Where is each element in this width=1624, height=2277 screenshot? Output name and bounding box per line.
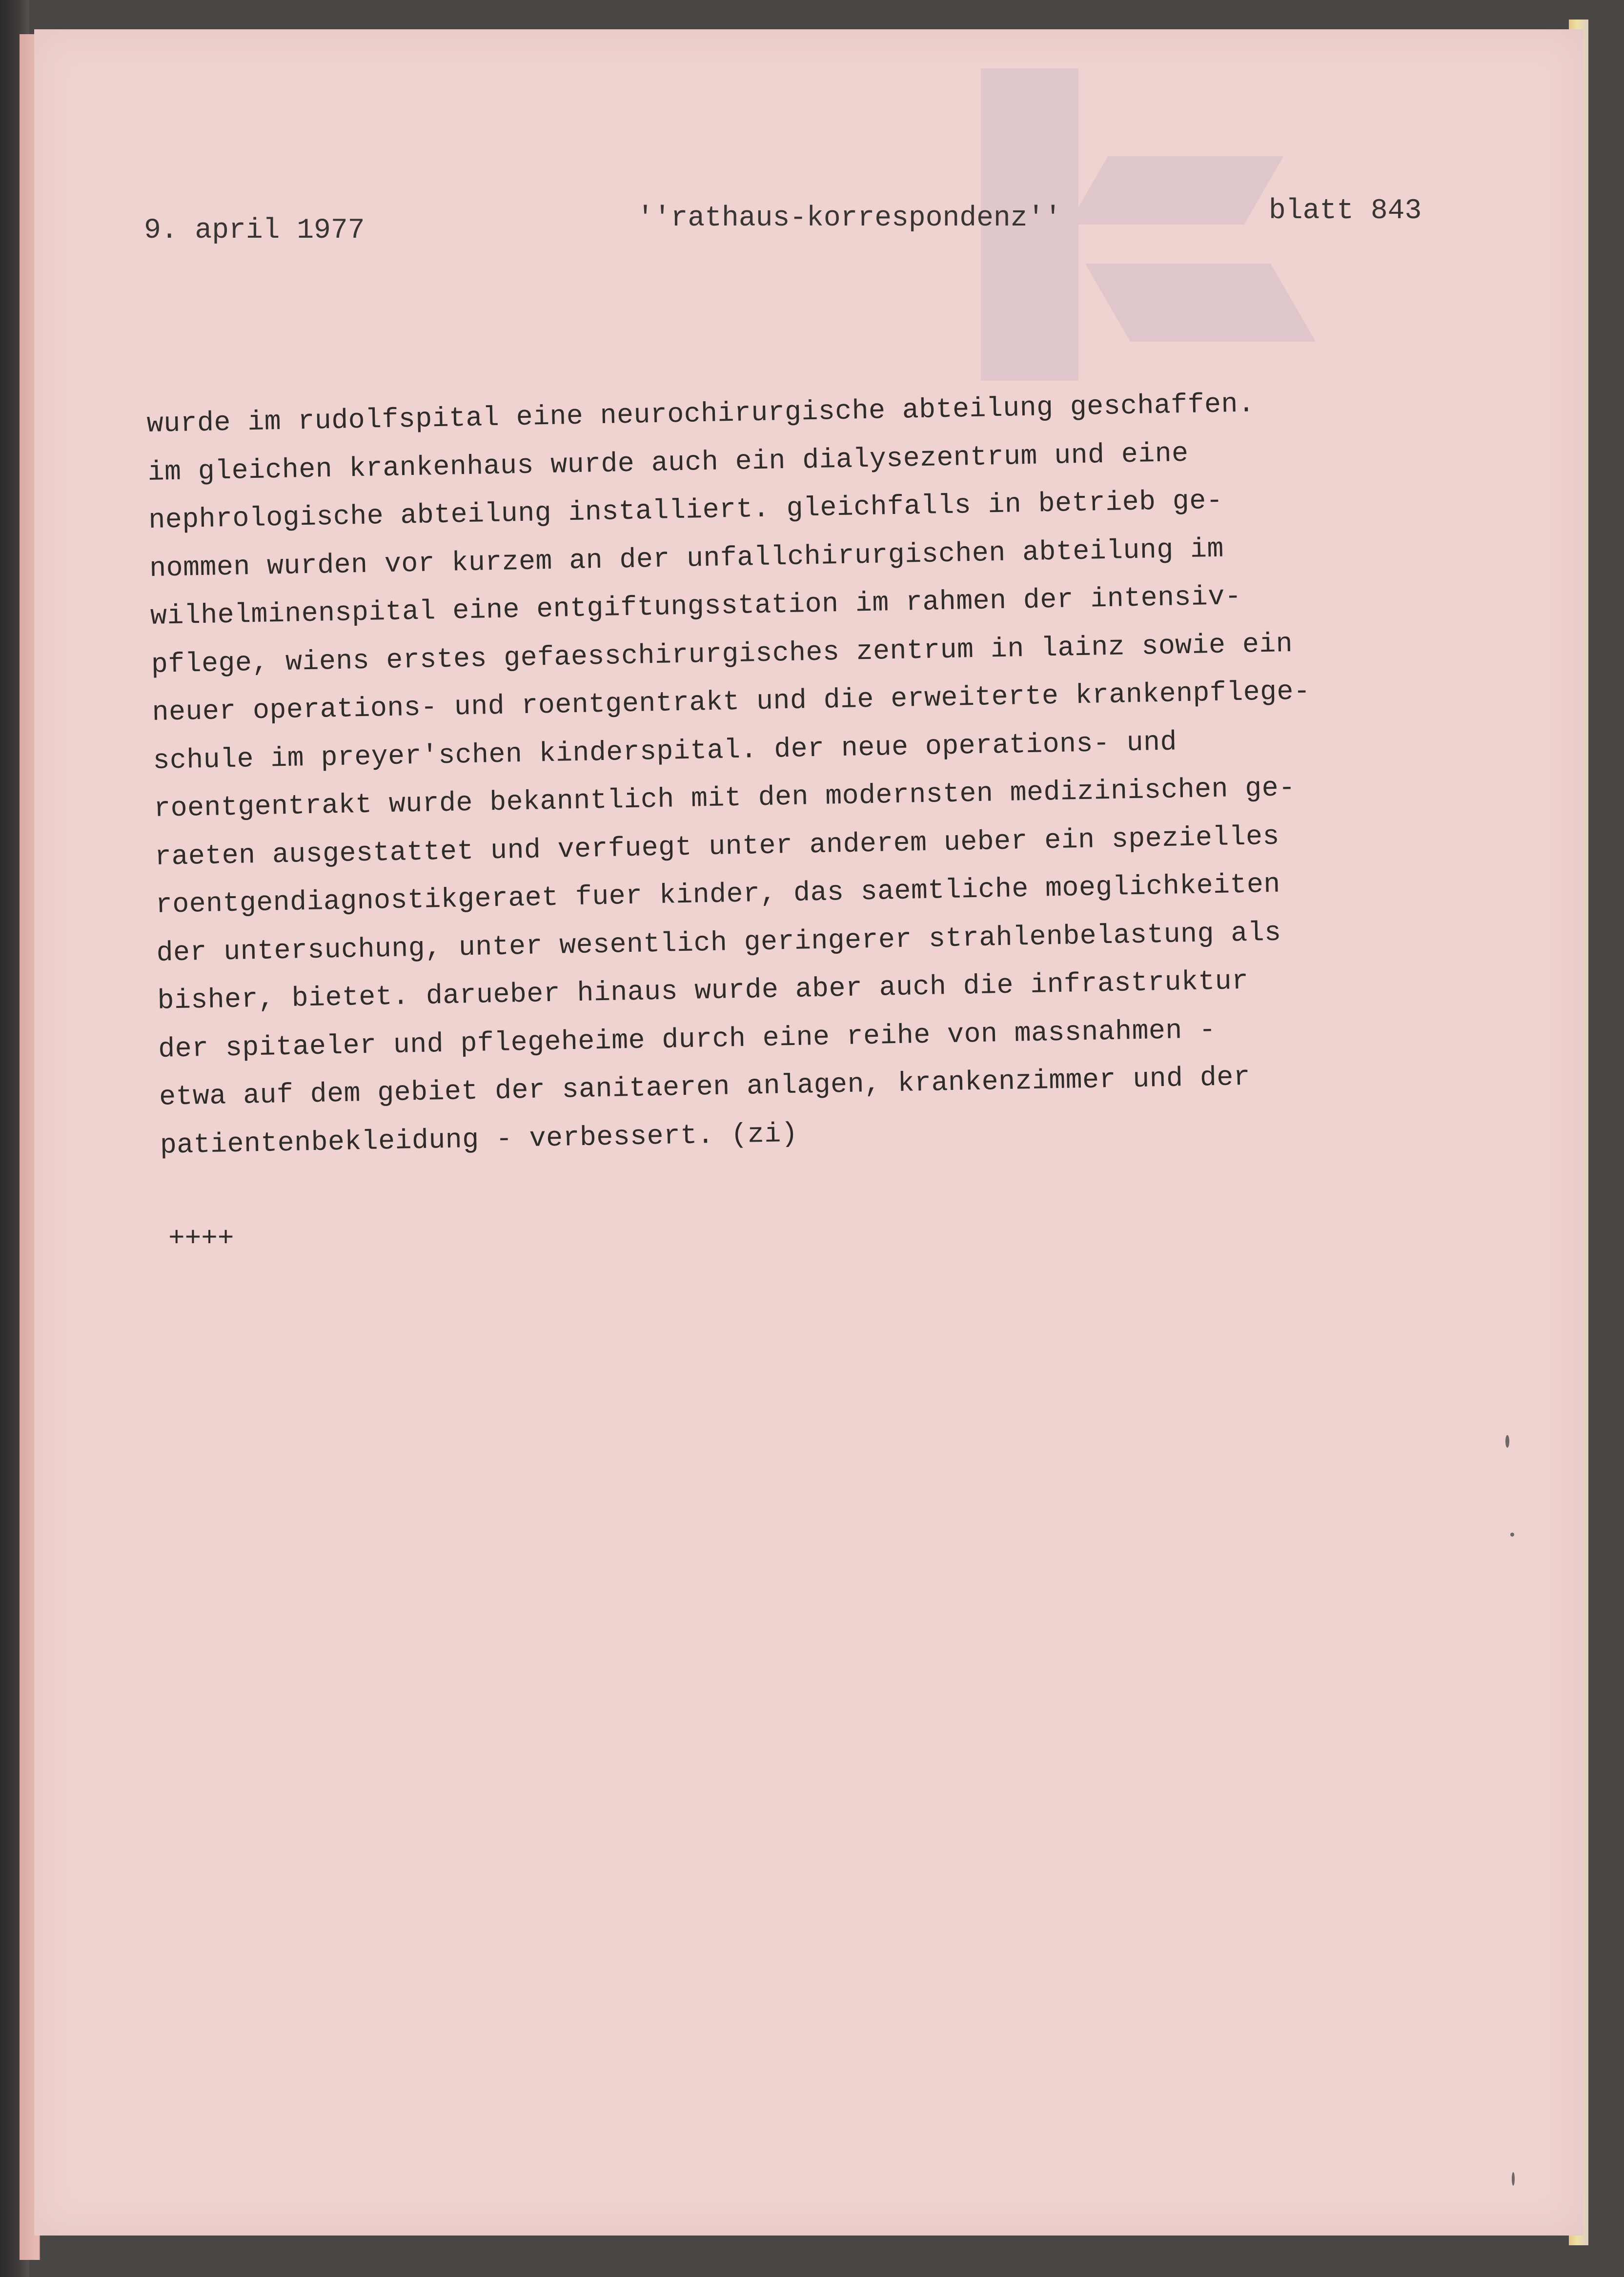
text-line: wurde im rudolfspital eine neurochirurgische abteilung geschaffen. — [146, 388, 1255, 440]
text-line: pflege, wiens erstes gefaesschirurgisches zentrum in lainz sowie ein — [151, 628, 1293, 680]
body-text — [146, 374, 1565, 1169]
text-line: nephrologische abteilung installiert. gleichfalls in betrieb ge- — [148, 485, 1223, 536]
text-line: patientenbekleidung - verbessert. (zi) — [160, 1118, 798, 1161]
header-publication: ''rathaus-korrespondenz'' — [637, 203, 1062, 234]
paper-speck — [1510, 1533, 1514, 1537]
text-line: schule im preyer'schen kinderspital. der neue operations- und — [152, 726, 1177, 777]
paper-speck — [1512, 2172, 1515, 2186]
text-line: etwa auf dem gebiet der sanitaeren anlagen, krankenzimmer und der — [159, 1061, 1251, 1113]
text-line: raeten ausgestattet und verfuegt unter anderem ueber ein spezielles — [154, 821, 1280, 873]
header-sheet-number: blatt 843 — [1269, 195, 1422, 227]
text-line: roentgentrakt wurde bekanntlich mit den modernsten medizinischen ge- — [153, 772, 1296, 824]
paper-speck — [1505, 1435, 1509, 1448]
text-line: wilhelminenspital eine entgiftungsstation im rahmen der intensiv- — [150, 580, 1242, 632]
text-line: der untersuchung, unter wesentlich geringerer strahlenbelastung als — [156, 917, 1282, 969]
text-line: bisher, bietet. darueber hinaus wurde aber auch die infrastruktur — [157, 965, 1249, 1017]
text-line: nommen wurden vor kurzem an der unfallchirurgischen abteilung im — [149, 533, 1224, 584]
text-line: roentgendiagnostikgeraet fuer kinder, das saemtliche moeglichkeiten — [155, 868, 1281, 921]
page-header — [110, 195, 1476, 246]
text-line: neuer operations- und roentgentrakt und die erweiterte krankenpflege- — [152, 676, 1311, 728]
end-mark: ++++ — [168, 1223, 234, 1254]
header-date: 9. april 1977 — [144, 215, 365, 246]
text-line: im gleichen krankenhaus wurde auch ein dialysezentrum und eine — [147, 437, 1189, 488]
text-line: der spitaeler und pflegeheime durch eine reihe von massnahmen - — [158, 1014, 1217, 1065]
